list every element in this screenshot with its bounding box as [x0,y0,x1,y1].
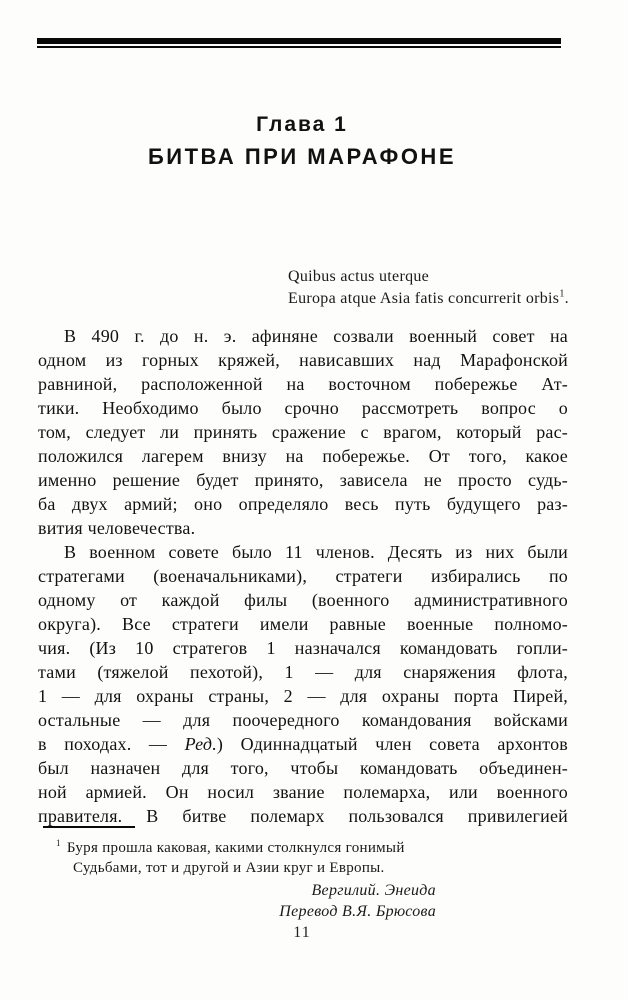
footnote-line: $^1$ Буря прошла каковая, какими столкнулся гонимый [56,838,405,856]
top-double-rule [37,38,561,48]
body-line: вития человечества. [38,518,196,538]
body-line: правителя. В битве полемарх пользовался привилегией [38,806,568,826]
body-line: был назначен для того, чтобы командовать объединен- [38,758,568,778]
attribution-line: Перевод В.Я. Брюсова [279,903,436,920]
body-line: В 490 г. до н. э. афиняне созвали военный совет на [64,326,568,346]
page-number: 11 [293,924,311,941]
body-line: ной армией. Он носил звание полемарха, или военного [38,782,568,802]
body-line: равниной, расположенной на восточном побережье Ат- [38,374,568,394]
chapter-label: Глава 1 [256,113,348,136]
footnote-attribution [38,880,436,922]
body-line: том, следует ли принять сражение с врагом, который рас- [38,422,568,442]
footnote-line: Судьбами, тот и другой и Азии круг и Европы. [73,860,385,876]
body-line: именно решение будет принято, зависела не просто судь- [38,470,568,490]
footnote [56,838,456,878]
epigraph [288,266,569,310]
footnote-reference: 1 [559,288,565,300]
body-line: в походах. — Ред.) Одиннадцатый член совета архонтов [38,734,568,754]
body-line: В военном совете было 11 членов. Десять из них были [64,542,568,562]
body-line: остальные — для поочередного командования войсками [38,710,568,730]
footnote-marker: 1 [56,838,61,848]
body-line: стратегами (военачальниками), стратеги избирались по [38,566,568,586]
body-line: одном из горных кряжей, нависавших над Марафонской [38,350,568,370]
epigraph-line: Quibus actus uterque [288,268,430,285]
top-rule-thin [37,46,561,48]
chapter-title: БИТВА ПРИ МАРАФОНЕ [147,144,456,169]
body-line: чия. (Из 10 стратегов 1 назначался командовать гопли- [38,638,568,658]
footnote-separator-rule [43,826,135,828]
body-text [38,324,568,828]
chapter-heading [37,110,567,174]
body-line: ба двух армий; оно определяло весь путь будущего раз- [38,494,568,514]
body-line: тики. Необходимо было срочно рассмотреть вопрос о [38,398,568,418]
epigraph-line: Europa atque Asia fatis concurrerit orbis$^1$. [288,288,569,307]
body-line: тами (тяжелой пехотой), 1 — для снаряжения флота, [38,662,568,682]
body-line: округа). Все стратеги имели равные военные полномо- [38,614,568,634]
attribution-line: Вергилий. Энеида [311,882,436,899]
body-line: 1 — для охраны страны, 2 — для охраны порта Пирей, [38,686,568,706]
editor-note: Ред. [184,734,217,754]
body-line: положился лагерем внизу на побережье. От того, какое [38,446,568,466]
body-line: одному от каждой филы (военного административного [38,590,568,610]
